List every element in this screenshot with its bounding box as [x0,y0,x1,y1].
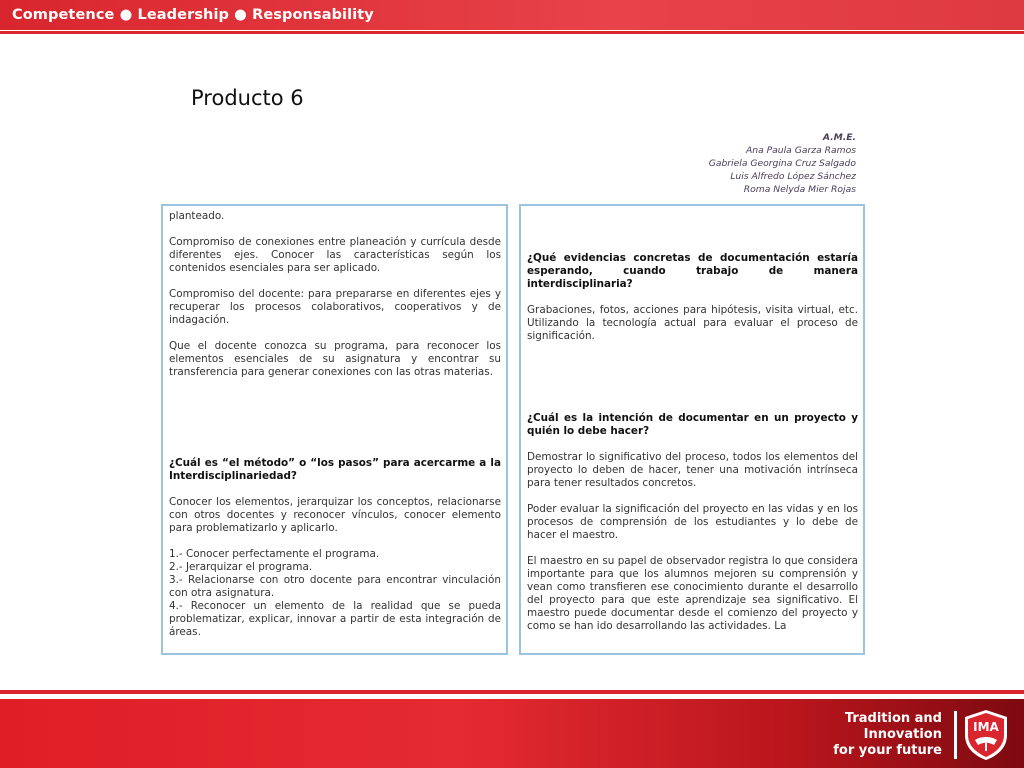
ima-shield-logo-icon [963,709,1009,761]
answer-paragraph: Grabaciones, fotos, acciones para hipótesis, visita virtual, etc. Utilizando la tecnología actual para evaluar el proceso de significación. [527,304,858,342]
tagline-line: Tradition and [844,711,942,726]
paragraph: Que el docente conozca su programa, para reconocer los elementos esenciales de su asignatura y encontrar su transferencia para generar conexiones con las otras materias. [169,340,501,378]
footer-divider [0,690,1024,694]
author-group: A.M.E. [822,132,856,143]
author-name: Ana Paula Garza Ramos [745,145,856,156]
question-heading: ¿Cuál es la intención de documentar en un proyecto y quién lo debe hacer? [527,412,858,437]
right-text-column [519,204,865,655]
step-item: 4.- Reconocer un elemento de la realidad que se pueda problematizar, explicar, innovar a partir de esta integración de áreas. [169,600,501,638]
answer-paragraph: Poder evaluar la significación del proyecto en las vidas y en los procesos de comprensión de los estudiantes y lo debe de hacer el maestro. [527,503,858,541]
answer-paragraph: El maestro en su papel de observador registra lo que considera importante para que los alumnos mejoren su comprensión y vean como transfieren ese conocimiento durante el desarrollo del proyecto para que este aprendizaje sea significativo. El maestro puede documentar desde el comienzo del proyecto y como se han ido desarrollando las actividades. La [527,555,858,632]
left-text-column [161,204,508,655]
header-bar [0,0,1024,30]
tagline-line: Innovation [863,727,942,742]
question-heading: ¿Cuál es “el método” o “los pasos” para acercarme a la Interdisciplinariedad? [169,457,501,482]
step-item: 3.- Relacionarse con otro docente para encontrar vinculación con otra asignatura. [169,574,501,599]
spacer [527,210,858,252]
question-heading: ¿Qué evidencias concretas de documentación estaría esperando, cuando trabajo de manera interdisciplinaria? [527,252,858,290]
answer-paragraph: Conocer los elementos, jerarquizar los conceptos, relacionarse con otros docentes y reconocer vínculos, conocer elemento para problematizarlo y aplicarlo. [169,496,501,534]
paragraph: Compromiso de conexiones entre planeación y currícula desde diferentes ejes. Conocer las características según los contenidos esenciales para ser aplicado. [169,236,501,274]
footer-tagline [833,711,942,759]
logo-divider [954,711,957,759]
spacer [169,392,501,457]
header-divider [0,31,1024,34]
step-item: 1.- Conocer perfectamente el programa. [169,548,380,560]
step-item: 2.- Jerarquizar el programa. [169,561,313,573]
author-name: Roma Nelyda Mier Rojas [743,184,856,195]
tagline-line: for your future [833,743,942,758]
author-name: Gabriela Georgina Cruz Salgado [708,158,856,169]
paragraph: planteado. [169,210,225,222]
svg-text:IMA: IMA [973,720,999,734]
spacer [527,356,858,412]
author-list [709,131,856,196]
author-name: Luis Alfredo López Sánchez [730,171,856,182]
slide-title: Producto 6 [191,86,304,110]
paragraph: Compromiso del docente: para prepararse en diferentes ejes y recuperar los procesos colaborativos, cooperativos y de indagación. [169,288,501,326]
answer-paragraph: Demostrar lo significativo del proceso, todos los elementos del proyecto lo deben de hacer, tener una motivación intrínseca para tener resultados concretos. [527,451,858,489]
header-tagline: Competence ● Leadership ● Responsability [12,7,374,23]
